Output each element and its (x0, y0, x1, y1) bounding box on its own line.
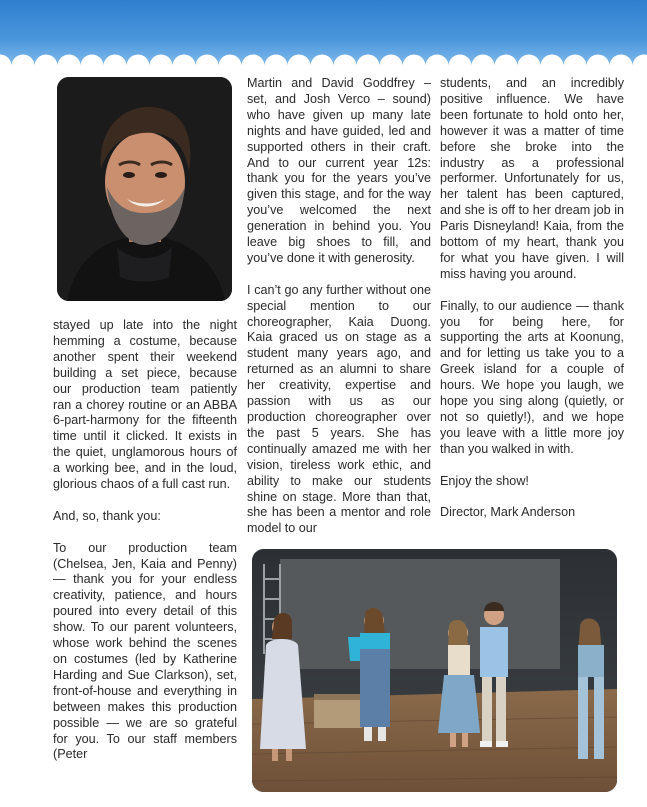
director-portrait-photo (57, 77, 232, 301)
paragraph: stayed up late into the night hemming a costume, because another spent their weekend building a set piece, because our production team patiently ran a chorey routine or an ABBA 6-part-harmony for the fifteenth time until it clicked. It exists in the quiet, unglamorous hours of a working bee, and in the loud, glorious chaos of a full cast run. (53, 318, 237, 492)
text-column-2 (247, 76, 431, 537)
paragraph: To our production team (Chelsea, Jen, Kaia and Penny) — thank you for your endless creativity, patience, and hours poured into every detail of this show. To our parent volunteers, whose work behind the scenes on costumes (led by Katherine Harding and Sue Clarkson), set, front-of-house and everything in between makes this production possible — we are so grateful for you. To our staff members (Peter (53, 540, 237, 762)
stage-photo-icon (252, 549, 617, 792)
paragraph: Enjoy the show! (440, 473, 529, 488)
text-column-1 (53, 318, 237, 763)
paragraph: I can’t go any further without one special mention to our choreographer, Kaia Duong. Kaia graced us on stage as a student many years ago, and returned as an alumni to share her creativity, expertise and passion with us as our production choreographer over the past 5 years. She has continually amazed me with her vision, tireless work ethic, and ability to make our students shine on stage. More than that, she has been a mentor and role model to our (247, 282, 431, 536)
stage-cast-photo (252, 549, 617, 792)
director-signoff: Director, Mark Anderson (440, 505, 576, 520)
text-column-3 (440, 76, 624, 521)
portrait-photo-icon (57, 77, 232, 301)
paragraph: Martin and David Goddfrey – set, and Josh Verco – sound) who have given up many late nights and have guided, led and supported others in their craft. And to our current year 12s: thank you for the years you’ve given this stage, and for the way you’ve welcomed the next generation in behind you. You leave big shoes to fill, and you’ve done it with generosity. (247, 76, 431, 265)
paragraph: students, and an incredibly positive influence. We have been fortunate to hold onto her, however it was a matter of time before she broke into the industry as a professional performer. Unfortunately for us, her talent has been captured, and she is off to her dream job in Paris Disneyland! Kaia, from the bottom of my heart, thank you for what you have given. I will miss having you around. (440, 76, 624, 281)
paragraph: Finally, to our audience — thank you for being here, for supporting the arts at Koonung, and for letting us take you to a Greek island for a couple of hours. We hope you laugh, we hope you sing along (quietly, or not so quietly!), and we hope you leave with a little more joy than you walked in with. (440, 298, 624, 456)
paragraph: And, so, thank you: (53, 508, 161, 523)
